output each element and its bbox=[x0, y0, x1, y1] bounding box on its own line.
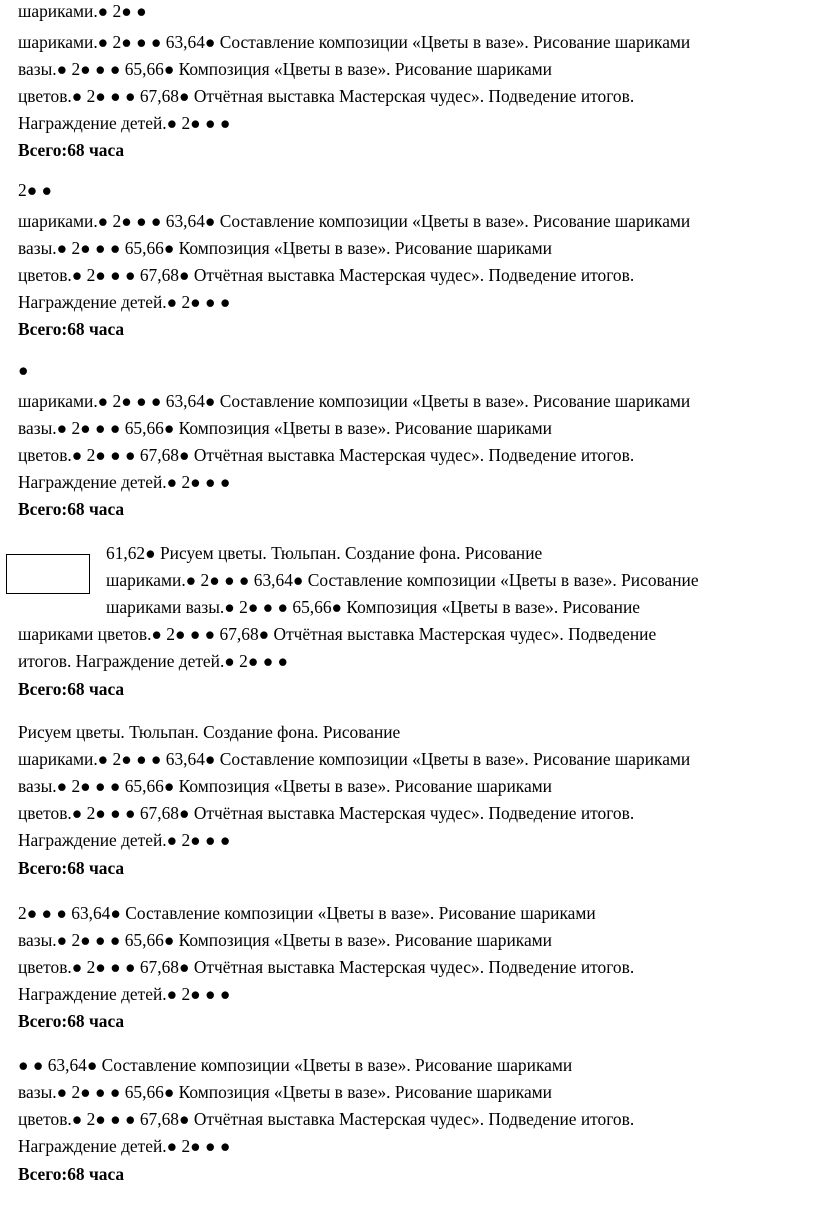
text-line: вазы.● 2● ● ● 65,66● Композиция «Цветы в вазе». Рисование шариками bbox=[18, 1082, 552, 1102]
total-hours-label: Всего:68 часа bbox=[18, 1011, 125, 1031]
text-line: 2● ● bbox=[18, 180, 53, 200]
text-line: 61,62● Рисуем цветы. Тюльпан. Создание фона. Рисование bbox=[106, 543, 543, 563]
text-line: итогов. Награждение детей.● 2● ● ● bbox=[18, 651, 289, 671]
text-line: вазы.● 2● ● ● 65,66● Композиция «Цветы в вазе». Рисование шариками bbox=[18, 59, 552, 79]
text-line: Награждение детей.● 2● ● ● bbox=[18, 1136, 231, 1156]
text-line: шариками.● 2● ● ● 63,64● Составление композиции «Цветы в вазе». Рисование шариками bbox=[18, 391, 691, 411]
total-hours-label: Всего:68 часа bbox=[18, 679, 125, 699]
text-line: вазы.● 2● ● ● 65,66● Композиция «Цветы в вазе». Рисование шариками bbox=[18, 238, 552, 258]
text-line: Награждение детей.● 2● ● ● bbox=[18, 292, 231, 312]
text-line: цветов.● 2● ● ● 67,68● Отчётная выставка Мастерская чудес». Подведение итогов. bbox=[18, 1109, 635, 1129]
text-line: шариками вазы.● 2● ● ● 65,66● Композиция «Цветы в вазе». Рисование bbox=[106, 597, 640, 617]
text-line: шариками.● 2● ● ● 63,64● Составление композиции «Цветы в вазе». Рисование bbox=[106, 570, 699, 590]
text-line: шариками.● 2● ● ● 63,64● Составление композиции «Цветы в вазе». Рисование шариками bbox=[18, 211, 691, 231]
text-line: вазы.● 2● ● ● 65,66● Композиция «Цветы в вазе». Рисование шариками bbox=[18, 930, 552, 950]
text-line: Награждение детей.● 2● ● ● bbox=[18, 472, 231, 492]
text-line: цветов.● 2● ● ● 67,68● Отчётная выставка Мастерская чудес». Подведение итогов. bbox=[18, 803, 635, 823]
total-hours-label: Всего:68 часа bbox=[18, 319, 125, 339]
text-line: шариками.● 2● ● ● 63,64● Составление композиции «Цветы в вазе». Рисование шариками bbox=[18, 749, 691, 769]
text-line: Награждение детей.● 2● ● ● bbox=[18, 984, 231, 1004]
total-hours-label: Всего:68 часа bbox=[18, 140, 125, 160]
text-line: вазы.● 2● ● ● 65,66● Композиция «Цветы в вазе». Рисование шариками bbox=[18, 418, 552, 438]
total-hours-label: Всего:68 часа bbox=[18, 858, 125, 878]
empty-text-box bbox=[6, 554, 90, 594]
text-line: Рисуем цветы. Тюльпан. Создание фона. Рисование bbox=[18, 722, 401, 742]
text-line: цветов.● 2● ● ● 67,68● Отчётная выставка Мастерская чудес». Подведение итогов. bbox=[18, 445, 635, 465]
text-line: ● bbox=[18, 360, 29, 380]
text-line: шариками цветов.● 2● ● ● 67,68● Отчётная выставка Мастерская чудес». Подведение bbox=[18, 624, 657, 644]
text-line: ● ● 63,64● Составление композиции «Цветы в вазе». Рисование шариками bbox=[18, 1055, 573, 1075]
text-line: цветов.● 2● ● ● 67,68● Отчётная выставка Мастерская чудес». Подведение итогов. bbox=[18, 957, 635, 977]
text-line: шариками.● 2● ● bbox=[18, 1, 147, 21]
total-hours-label: Всего:68 часа bbox=[18, 1164, 125, 1184]
text-line: цветов.● 2● ● ● 67,68● Отчётная выставка Мастерская чудес». Подведение итогов. bbox=[18, 265, 635, 285]
text-line: цветов.● 2● ● ● 67,68● Отчётная выставка Мастерская чудес». Подведение итогов. bbox=[18, 86, 635, 106]
text-line: вазы.● 2● ● ● 65,66● Композиция «Цветы в вазе». Рисование шариками bbox=[18, 776, 552, 796]
text-line: 2● ● ● 63,64● Составление композиции «Цветы в вазе». Рисование шариками bbox=[18, 903, 596, 923]
text-line: Награждение детей.● 2● ● ● bbox=[18, 830, 231, 850]
text-line: шариками.● 2● ● ● 63,64● Составление композиции «Цветы в вазе». Рисование шариками bbox=[18, 32, 691, 52]
total-hours-label: Всего:68 часа bbox=[18, 499, 125, 519]
text-line: Награждение детей.● 2● ● ● bbox=[18, 113, 231, 133]
